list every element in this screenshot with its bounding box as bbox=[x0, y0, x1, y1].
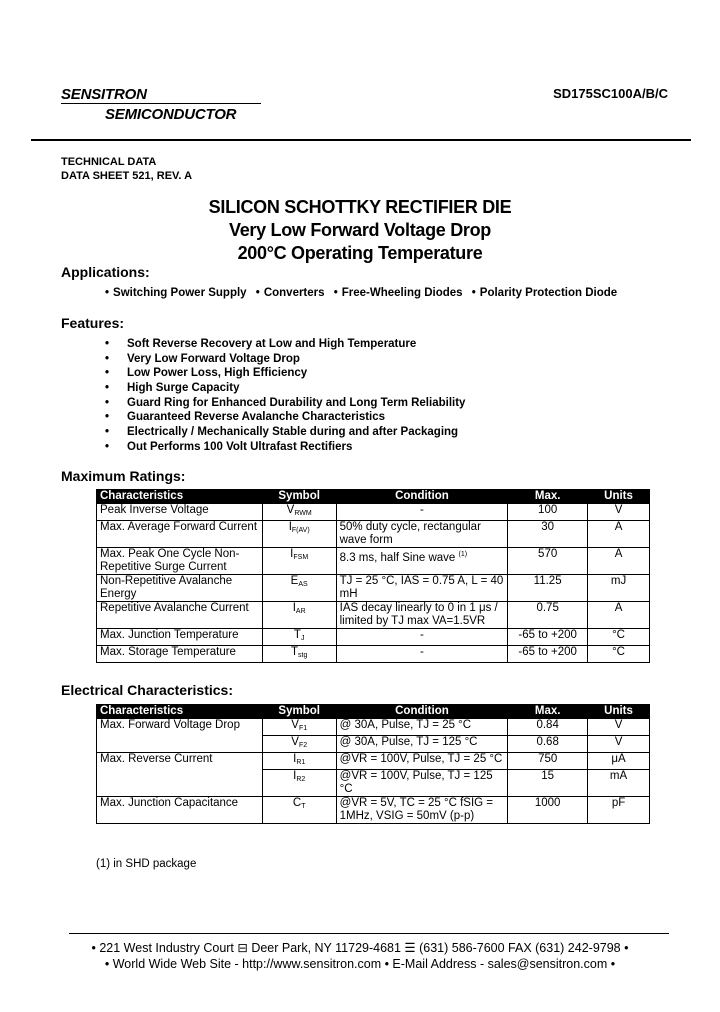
footer-web-email: • World Wide Web Site - http://www.sensitron.com • E-Mail Address - sales@sensitron.com • bbox=[104, 957, 616, 971]
applications-list bbox=[105, 287, 623, 299]
feature-item: • High Surge Capacity bbox=[105, 382, 240, 395]
feature-item: • Very Low Forward Voltage Drop bbox=[105, 352, 300, 365]
max-ratings-table bbox=[96, 489, 650, 663]
application-item: Switching Power Supply bbox=[113, 287, 247, 299]
title-line-1: SILICON SCHOTTKY RECTIFIER DIE bbox=[208, 197, 512, 217]
bullet-icon: • bbox=[105, 338, 110, 350]
column-header: Units bbox=[588, 490, 650, 504]
column-header: Condition bbox=[336, 490, 508, 504]
title-line-2: Very Low Forward Voltage Drop bbox=[228, 220, 491, 240]
table-row: Max. Junction Capacitance $C_T$ @VR = 5V, TC = 25 °C fSIG = 1MHz, VSIG = 50mV (p-p) 1000 pF bbox=[97, 797, 650, 824]
data-sheet-number: DATA SHEET 521, REV. A bbox=[61, 170, 193, 182]
max-ratings-heading: Maximum Ratings: bbox=[61, 468, 186, 484]
application-item: Free-Wheeling Diodes bbox=[341, 287, 463, 299]
title-line-3: 200°C Operating Temperature bbox=[237, 243, 483, 263]
electrical-heading: Electrical Characteristics: bbox=[61, 682, 233, 698]
logo-underline bbox=[61, 103, 261, 104]
applications-heading: Applications: bbox=[61, 264, 150, 280]
table-header-row bbox=[97, 490, 650, 504]
column-header: Characteristics bbox=[97, 490, 263, 504]
document-title bbox=[0, 196, 720, 265]
features-list bbox=[105, 337, 465, 455]
table-row: Non-Repetitive Avalanche Energy $E_{AS}$ TJ = 25 °C, IAS = 0.75 A, L = 40 mH 11.25 mJ bbox=[97, 575, 650, 602]
table-header-row bbox=[97, 705, 650, 719]
bullet-icon: • bbox=[333, 287, 338, 299]
table-row: Max. Junction Temperature $T_J$ - -65 to +200 °C bbox=[97, 629, 650, 646]
feature-item: • Electrically / Mechanically Stable during and after Packaging bbox=[105, 426, 459, 439]
table-row: Peak Inverse Voltage $V_{RWM}$ - 100 V bbox=[97, 504, 650, 521]
column-header: Max. bbox=[508, 490, 588, 504]
part-number: SD175SC100A/B/C bbox=[553, 86, 668, 101]
bullet-icon: • bbox=[105, 287, 110, 299]
footer-rule bbox=[69, 933, 669, 934]
column-header: Symbol bbox=[262, 490, 336, 504]
column-header: Max. bbox=[508, 705, 588, 719]
electrical-table bbox=[96, 704, 650, 824]
bullet-icon: • bbox=[105, 367, 110, 380]
application-item: Converters bbox=[263, 287, 325, 299]
application-item: Polarity Protection Diode bbox=[479, 287, 618, 299]
column-header: Units bbox=[588, 705, 650, 719]
bullet-icon: • bbox=[105, 382, 110, 395]
table-row: Max. Average Forward Current $I_{F(AV)}$ 50% duty cycle, rectangular wave form 30 A bbox=[97, 521, 650, 548]
company-name-line1: SENSITRON bbox=[61, 86, 147, 103]
footnote: (1) in SHD package bbox=[96, 858, 197, 870]
footer-address: • 221 West Industry Court ⊟ Deer Park, NY 11729-4681 ☰ (631) 586-7600 FAX (631) 242-9798 • bbox=[91, 941, 629, 955]
column-header: Condition bbox=[336, 705, 508, 719]
table-row: $I_{R2}$ @VR = 100V, Pulse, TJ = 125 °C 15 mA bbox=[97, 770, 650, 797]
technical-data-block bbox=[61, 155, 192, 183]
company-name-line2: SEMICONDUCTOR bbox=[105, 106, 237, 123]
table-row: Max. Storage Temperature $T_{stg}$ - -65 to +200 °C bbox=[97, 646, 650, 663]
features-heading: Features: bbox=[61, 315, 125, 331]
bullet-icon: • bbox=[471, 287, 476, 299]
feature-item: • Guaranteed Reverse Avalanche Characteristics bbox=[105, 411, 386, 424]
table-row: $V_{F2}$ @ 30A, Pulse, TJ = 125 °C 0.68 V bbox=[97, 736, 650, 753]
feature-item: • Out Performs 100 Volt Ultrafast Rectifiers bbox=[105, 440, 353, 453]
header-rule bbox=[31, 139, 691, 141]
bullet-icon: • bbox=[105, 411, 110, 424]
table-row: Repetitive Avalanche Current $I_{AR}$ IAS decay linearly to 0 in 1 μs / limited by TJ max VA=1.5VR 0.75 A bbox=[97, 602, 650, 629]
column-header: Symbol bbox=[262, 705, 336, 719]
column-header: Characteristics bbox=[97, 705, 263, 719]
bullet-icon: • bbox=[105, 396, 110, 409]
feature-item: • Guard Ring for Enhanced Durability and Long Term Reliability bbox=[105, 396, 466, 409]
feature-item: • Soft Reverse Recovery at Low and High Temperature bbox=[105, 338, 417, 350]
bullet-icon: • bbox=[105, 440, 110, 453]
bullet-icon: • bbox=[105, 352, 110, 365]
table-row: Max. Peak One Cycle Non-Repetitive Surge Current $I_{FSM}$ 8.3 ms, half Sine wave $^{(1)}$ 570 A bbox=[97, 548, 650, 575]
feature-item: • Low Power Loss, High Efficiency bbox=[105, 367, 308, 380]
bullet-icon: • bbox=[105, 426, 110, 439]
table-row: Max. Reverse Current $I_{R1}$ @VR = 100V, Pulse, TJ = 25 °C 750 μA bbox=[97, 753, 650, 770]
table-row: Max. Forward Voltage Drop $V_{F1}$ @ 30A, Pulse, TJ = 25 °C 0.84 V bbox=[97, 719, 650, 736]
technical-data-label: TECHNICAL DATA bbox=[61, 156, 157, 168]
bullet-icon: • bbox=[255, 287, 260, 299]
